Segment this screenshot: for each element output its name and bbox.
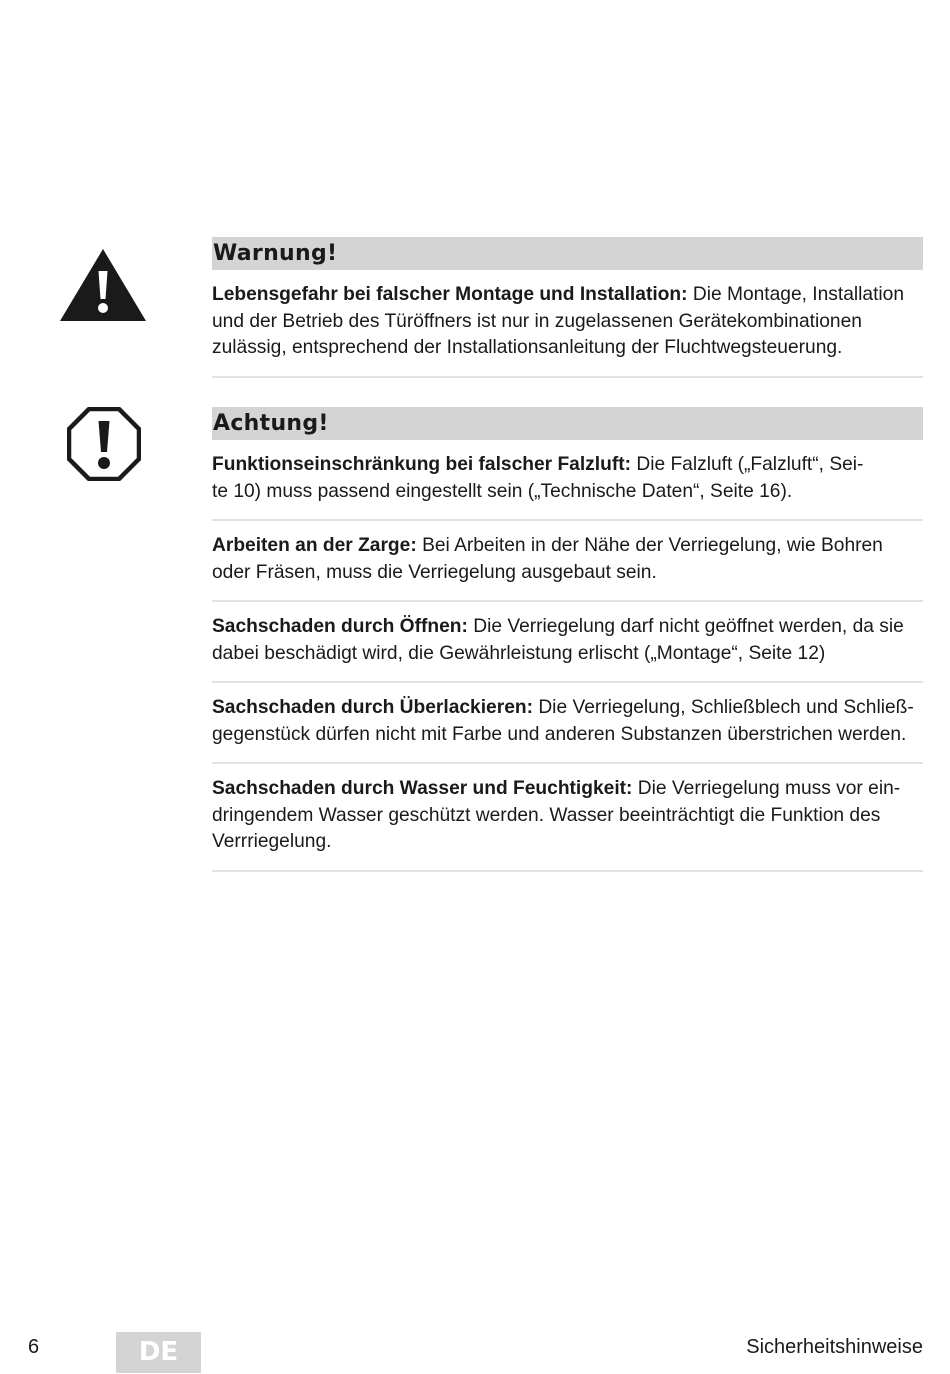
attention-lead: Arbeiten an der Zarge: <box>212 535 417 556</box>
warning-text-line: zulässig, entsprechend der Installationsanleitung der Fluchtwegsteuerung. <box>212 337 843 358</box>
divider <box>212 600 923 602</box>
language-badge: DE <box>116 1332 201 1373</box>
warning-text-line: und der Betrieb des Türöffners ist nur in zugelassenen Gerätekombinationen <box>212 310 862 332</box>
attention-text-line: Die Verriegelung, Schließblech und Schließ- <box>538 697 914 718</box>
attention-lead: Sachschaden durch Wasser und Feuchtigkeit: <box>212 778 633 799</box>
attention-text-line: Die Verriegelung muss vor ein- <box>637 778 901 799</box>
warning-paragraph <box>212 282 923 362</box>
attention-text-line: dabei beschädigt wird, die Gewährleistung erlischt („Montage“, Seite 12) <box>212 642 826 664</box>
attention-heading: Achtung! <box>212 407 923 440</box>
divider <box>212 519 923 521</box>
warning-triangle-icon <box>60 249 146 328</box>
attention-text-line: gegenstück dürfen nicht mit Farbe und anderen Substanzen überstrichen werden. <box>212 723 907 745</box>
attention-lead: Sachschaden durch Überlackieren: <box>212 697 533 718</box>
attention-text-line: Verrriegelung. <box>212 831 332 852</box>
attention-lead: Funktionseinschränkung bei falscher Falzluft: <box>212 454 631 475</box>
attention-text-line: Die Verriegelung darf nicht geöffnet werden, da sie <box>473 616 904 637</box>
attention-content <box>212 407 923 872</box>
attention-text-line: te 10) muss passend eingestellt sein („Technische Daten“, Seite 16). <box>212 480 793 502</box>
attention-paragraph <box>212 776 923 856</box>
footer-section-title: Sicherheitshinweise <box>746 1336 923 1358</box>
divider <box>212 376 923 378</box>
attention-paragraph <box>212 614 923 667</box>
divider <box>212 762 923 764</box>
warning-heading: Warnung! <box>212 237 923 270</box>
attention-lead: Sachschaden durch Öffnen: <box>212 616 468 637</box>
attention-text-line: Die Falzluft („Falzluft“, Sei- <box>636 454 864 475</box>
attention-text-line: Bei Arbeiten in der Nähe der Verriegelung, wie Bohren <box>422 535 883 556</box>
page-number: 6 <box>28 1336 40 1358</box>
attention-paragraph <box>212 452 923 505</box>
divider <box>212 681 923 683</box>
warning-content <box>212 237 923 378</box>
attention-text-line: oder Fräsen, muss die Verriegelung ausgebaut sein. <box>212 561 657 583</box>
divider <box>212 870 923 872</box>
attention-paragraph <box>212 533 923 586</box>
attention-paragraph <box>212 695 923 748</box>
warning-lead: Lebensgefahr bei falscher Montage und Installation: <box>212 284 688 305</box>
warning-text-line: Die Montage, Installation <box>692 284 905 305</box>
octagon-exclamation-icon <box>67 407 141 486</box>
attention-text-line: dringendem Wasser geschützt werden. Wasser beeinträchtigt die Funktion des <box>212 804 881 826</box>
